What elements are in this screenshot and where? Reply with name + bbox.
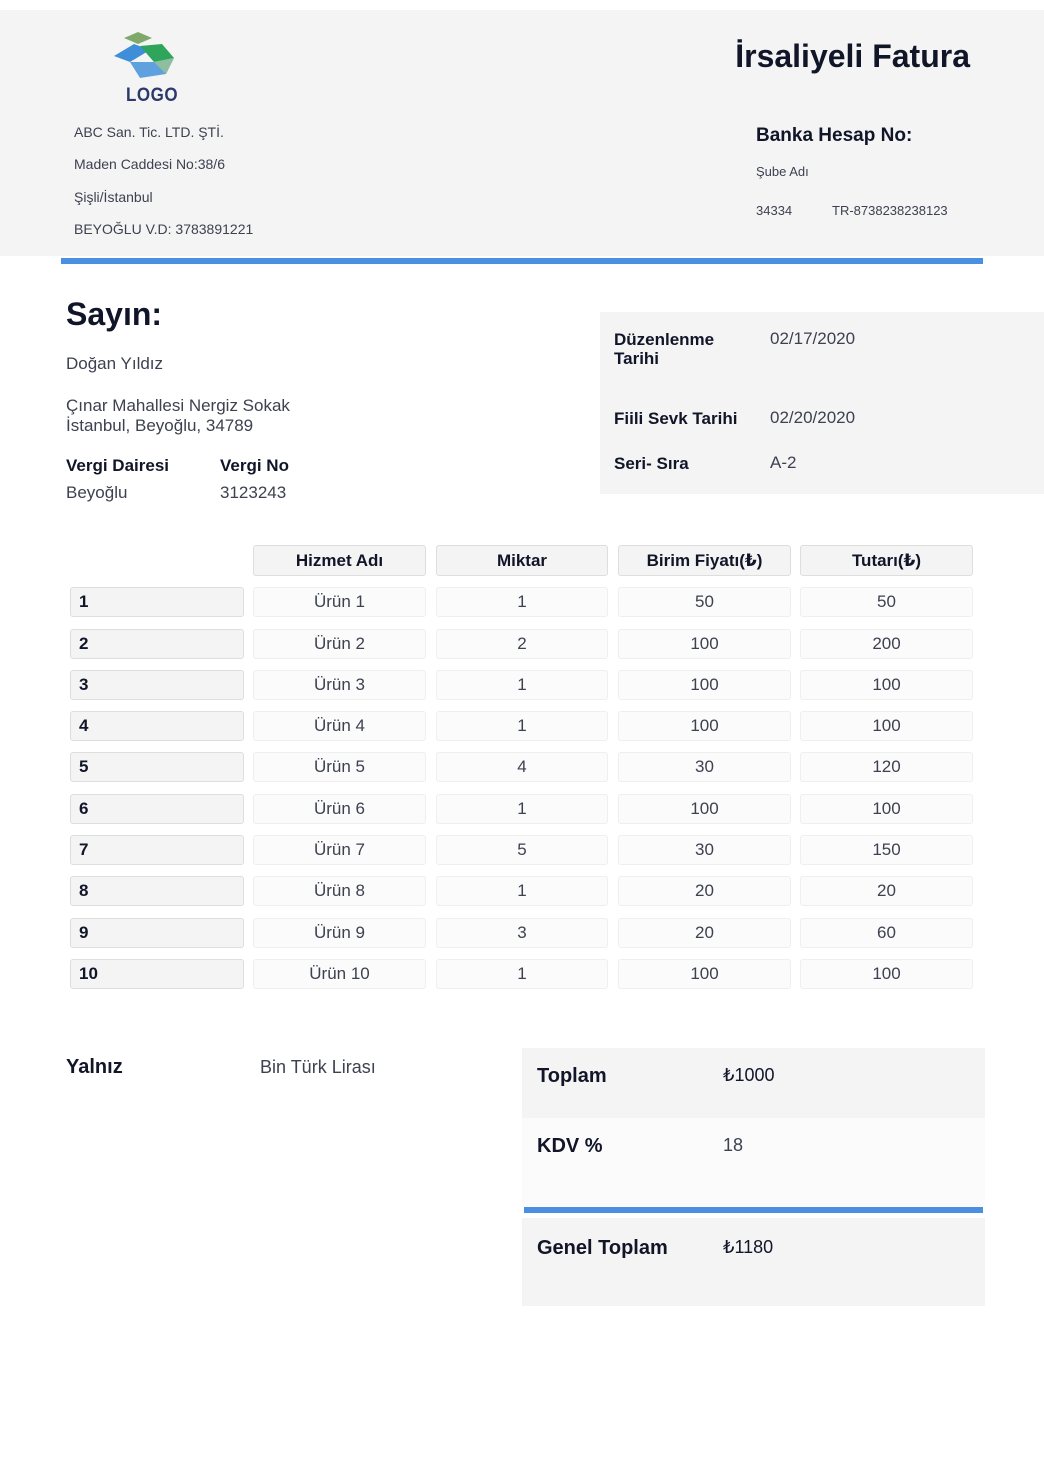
company-city: Şişli/İstanbul	[74, 189, 153, 205]
row-service-name: Ürün 7	[253, 835, 426, 865]
row-unit-price: 100	[618, 670, 791, 700]
row-number: 8	[70, 876, 244, 906]
row-amount: 150	[800, 835, 973, 865]
grand-total-label: Genel Toplam	[537, 1237, 668, 1259]
bank-title: Banka Hesap No:	[756, 125, 913, 146]
customer-address-line2: İstanbul, Beyoğlu, 34789	[66, 416, 254, 435]
col-header-amount: Tutarı(₺)	[800, 545, 973, 576]
vat-panel	[522, 1118, 985, 1206]
total-label: Toplam	[537, 1065, 607, 1087]
row-quantity: 1	[436, 794, 608, 824]
customer-address-line1: Çınar Mahallesi Nergiz Sokak	[66, 396, 290, 415]
series-value: A-2	[770, 453, 797, 472]
row-number: 7	[70, 835, 244, 865]
amount-in-words-value: Bin Türk Lirası	[260, 1057, 376, 1077]
row-service-name: Ürün 5	[253, 752, 426, 782]
row-quantity: 1	[436, 959, 608, 989]
amount-in-words-label: Yalnız	[66, 1056, 123, 1078]
series-label: Seri- Sıra	[614, 454, 689, 473]
customer-name: Doğan Yıldız	[66, 354, 164, 373]
bank-code: 34334	[756, 203, 793, 218]
row-amount: 60	[800, 918, 973, 948]
row-number: 2	[70, 629, 244, 659]
tax-office-label: Vergi Dairesi	[66, 456, 170, 475]
bank-branch: Şube Adı	[756, 164, 809, 179]
grand-total-panel	[522, 1218, 985, 1306]
row-amount: 120	[800, 752, 973, 782]
row-number: 1	[70, 587, 244, 617]
row-amount: 100	[800, 794, 973, 824]
row-quantity: 1	[436, 711, 608, 741]
document-title: İrsaliyeli Fatura	[735, 38, 970, 74]
row-unit-price: 50	[618, 587, 791, 617]
logo-text: LOGO	[126, 83, 179, 106]
issue-date-value: 02/17/2020	[770, 329, 856, 348]
col-header-service: Hizmet Adı	[253, 545, 426, 576]
col-header-quantity: Miktar	[436, 545, 608, 576]
row-amount: 200	[800, 629, 973, 659]
row-unit-price: 100	[618, 711, 791, 741]
row-number: 5	[70, 752, 244, 782]
row-quantity: 1	[436, 587, 608, 617]
row-quantity: 2	[436, 629, 608, 659]
row-unit-price: 30	[618, 835, 791, 865]
totals-divider	[524, 1207, 983, 1213]
company-tax: BEYOĞLU V.D: 3783891221	[74, 221, 254, 237]
issue-date-label: Düzenlenme Tarihi	[614, 330, 715, 368]
tax-no-label: Vergi No	[220, 456, 289, 475]
vat-value: 18	[723, 1135, 744, 1155]
row-number: 4	[70, 711, 244, 741]
row-unit-price: 20	[618, 918, 791, 948]
row-quantity: 4	[436, 752, 608, 782]
row-amount: 100	[800, 711, 973, 741]
row-unit-price: 20	[618, 876, 791, 906]
vat-label: KDV %	[537, 1135, 603, 1157]
row-amount: 50	[800, 587, 973, 617]
row-service-name: Ürün 1	[253, 587, 426, 617]
row-number: 10	[70, 959, 244, 989]
row-amount: 100	[800, 959, 973, 989]
row-unit-price: 100	[618, 794, 791, 824]
row-unit-price: 100	[618, 959, 791, 989]
ship-date-value: 02/20/2020	[770, 408, 856, 427]
row-service-name: Ürün 8	[253, 876, 426, 906]
col-header-unit-price: Birim Fiyatı(₺)	[618, 545, 791, 576]
tax-office-value: Beyoğlu	[66, 483, 128, 502]
row-quantity: 3	[436, 918, 608, 948]
row-service-name: Ürün 6	[253, 794, 426, 824]
row-amount: 100	[800, 670, 973, 700]
row-number: 3	[70, 670, 244, 700]
row-quantity: 1	[436, 670, 608, 700]
row-service-name: Ürün 3	[253, 670, 426, 700]
grand-total-value: ₺1180	[723, 1237, 774, 1257]
row-service-name: Ürün 2	[253, 629, 426, 659]
tax-no-value: 3123243	[220, 483, 287, 502]
row-service-name: Ürün 10	[253, 959, 426, 989]
row-number: 6	[70, 794, 244, 824]
row-service-name: Ürün 4	[253, 711, 426, 741]
row-amount: 20	[800, 876, 973, 906]
ship-date-label: Fiili Sevk Tarihi	[614, 409, 738, 428]
company-street: Maden Caddesi No:38/6	[74, 156, 225, 172]
row-quantity: 5	[436, 835, 608, 865]
row-unit-price: 100	[618, 629, 791, 659]
total-value: ₺1000	[723, 1065, 775, 1085]
row-quantity: 1	[436, 876, 608, 906]
bank-iban: TR-8738238238123	[832, 203, 948, 218]
row-number: 9	[70, 918, 244, 948]
row-unit-price: 30	[618, 752, 791, 782]
customer-address	[66, 396, 426, 436]
salutation: Sayın:	[66, 296, 163, 332]
row-service-name: Ürün 9	[253, 918, 426, 948]
header-divider	[61, 258, 983, 264]
company-name: ABC San. Tic. LTD. ŞTİ.	[74, 124, 224, 140]
